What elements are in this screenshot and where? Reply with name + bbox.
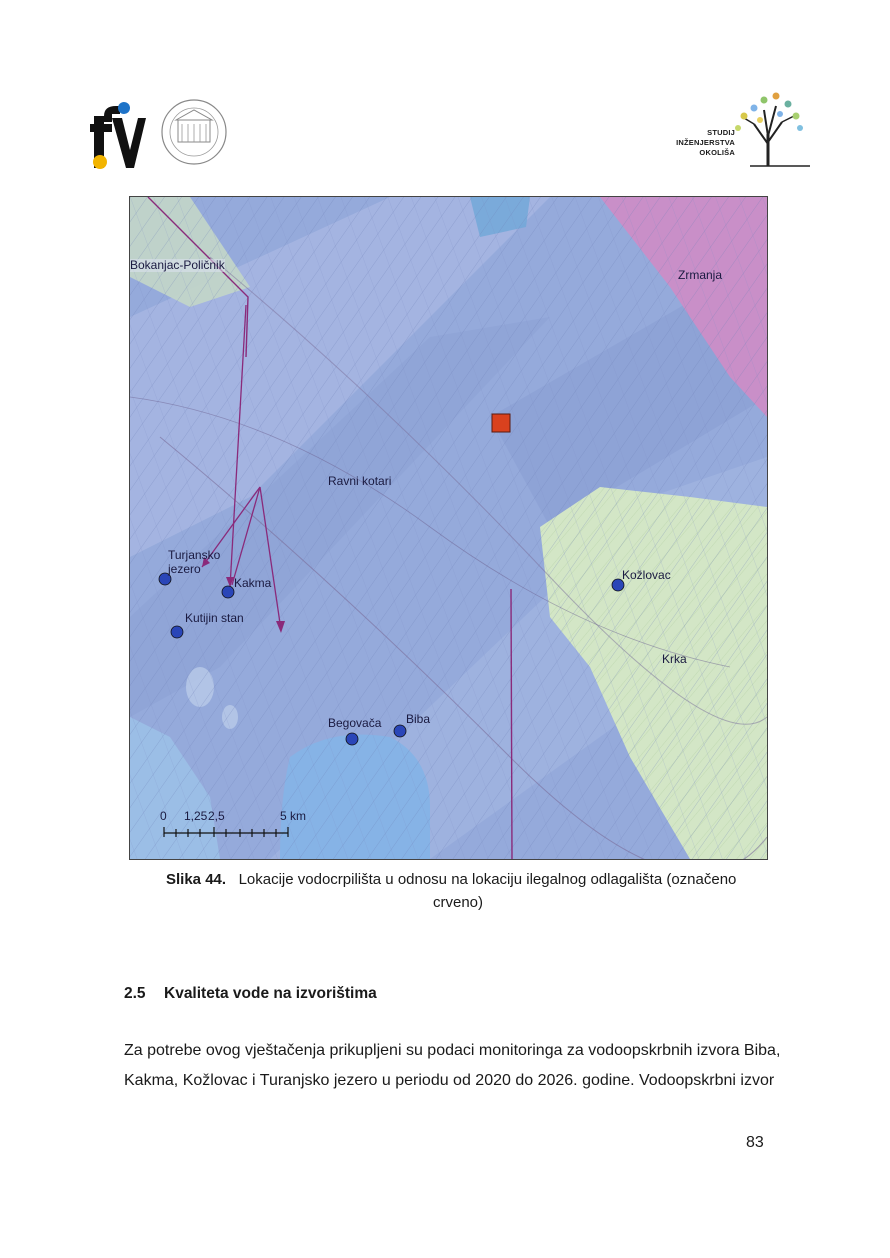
org-line-1: STUDIJ	[707, 128, 735, 137]
label-bokanjac: Bokanjac-Poličnik	[130, 258, 225, 272]
landfill-marker	[492, 414, 510, 432]
label-zrmanja: Zrmanja	[678, 268, 723, 282]
caption-label: Slika 44.	[166, 871, 227, 888]
study-program-logo	[640, 88, 815, 170]
section-heading	[124, 985, 377, 1003]
org-line-2: INŽENJERSTVA	[676, 138, 735, 147]
well-biba	[394, 725, 406, 737]
faculty-logo	[86, 94, 234, 174]
label-kakma: Kakma	[234, 576, 272, 590]
scale-tick-0: 0	[160, 809, 167, 823]
well-kakma	[222, 586, 234, 598]
label-biba: Biba	[406, 712, 431, 726]
faculty-logo-icon	[86, 94, 234, 174]
body-line-1: Za potrebe ovog vještačenja prikupljeni su podaci monitoringa za vodoopskrbnih izvora Biba,	[124, 1042, 781, 1059]
section-title: Kvaliteta vode na izvorištima	[164, 985, 377, 1002]
map-graphic	[130, 197, 767, 859]
label-krka: Krka	[662, 652, 687, 666]
figure-caption	[166, 869, 786, 891]
label-turanjsko-2: jezero	[168, 562, 201, 576]
well-kutijin-stan	[171, 626, 183, 638]
body-line-2: Kakma, Kožlovac i Turanjsko jezero u periodu od 2020 do 2026. godine. Vodoopskrbni izvor	[124, 1072, 775, 1089]
label-begovaca: Begovača	[328, 716, 382, 730]
label-turanjsko-1: Turjansko	[168, 548, 221, 562]
scale-tick-1: 1,25	[184, 809, 208, 823]
caption-text-1: Lokacije vodocrpilišta u odnosu na lokaciju ilegalnog odlagališta (označeno	[238, 871, 737, 888]
label-ravni-kotari: Ravni kotari	[328, 474, 392, 488]
scale-tick-3: 5 km	[280, 809, 307, 823]
well-begovaca	[346, 733, 358, 745]
org-name	[676, 128, 735, 158]
geological-map	[129, 196, 768, 860]
label-kozlovac: Kožlovac	[622, 568, 671, 582]
caption-text-2: crveno)	[433, 894, 484, 911]
label-kutijin-stan: Kutijin stan	[185, 611, 244, 625]
section-number: 2.5	[124, 985, 146, 1002]
scale-tick-2: 2,5	[208, 809, 225, 823]
org-line-3: OKOLIŠA	[699, 148, 735, 157]
page-number: 83	[746, 1134, 764, 1151]
